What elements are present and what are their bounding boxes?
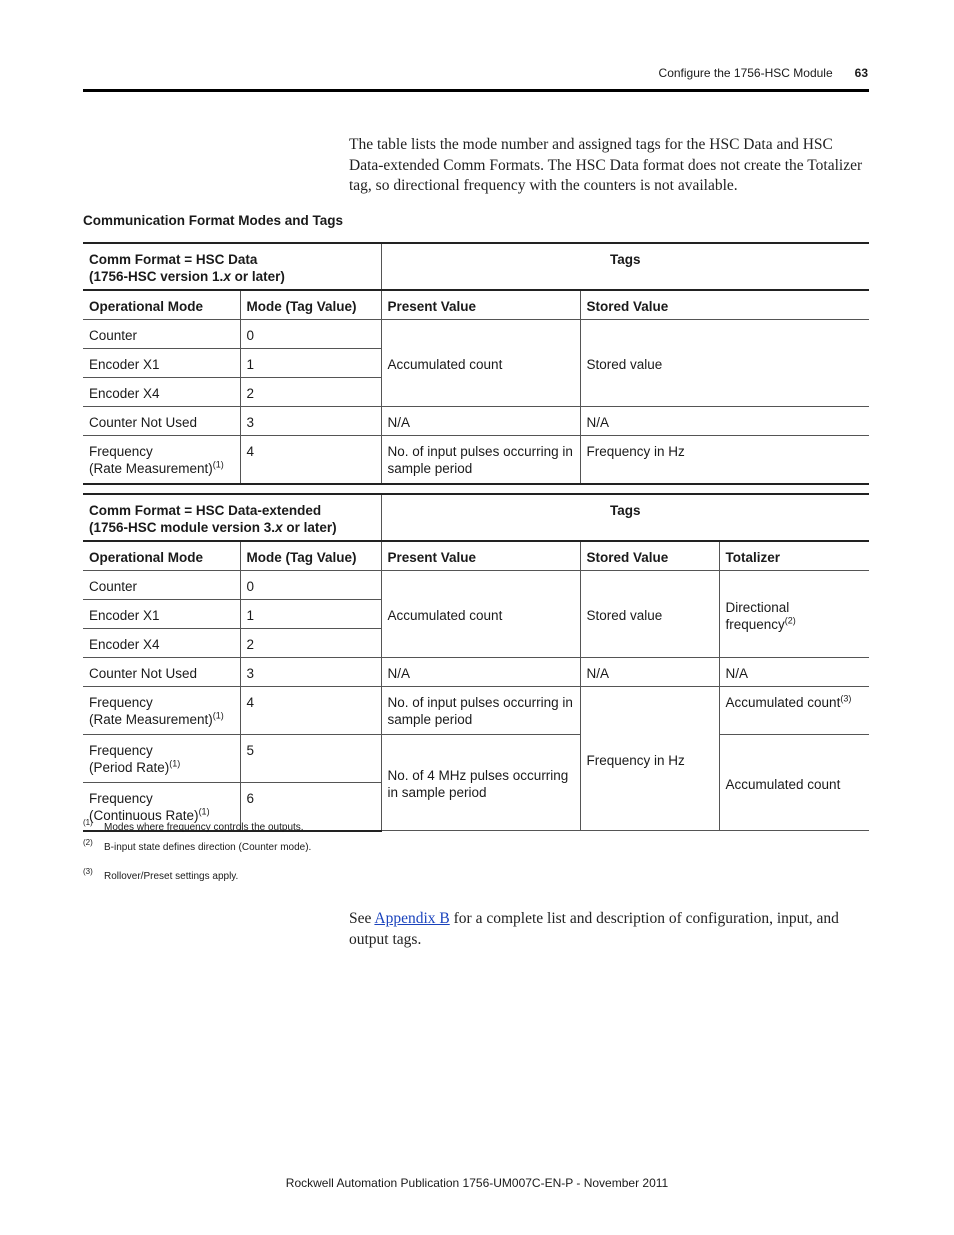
footnote-1: (1) Modes where frequency controls the outputs.: [83, 818, 304, 833]
running-header: [659, 66, 868, 80]
col-present-value: Present Value: [381, 290, 580, 320]
totalizer-accumulated: Accumulated count: [719, 735, 869, 831]
stored-frequency-hz: Frequency in Hz: [580, 687, 719, 831]
col-operational-mode: Operational Mode: [83, 290, 240, 320]
table-row: Counter 0 Accumulated count Stored value: [83, 320, 869, 349]
table-row: Counter Not Used 3 N/A N/A N/A: [83, 658, 869, 687]
table-row: Encoder X1 1: [83, 349, 869, 378]
header-rule: [83, 89, 869, 92]
col-mode-value: Mode (Tag Value): [240, 541, 381, 571]
hsc-data-extended-table: [83, 493, 869, 832]
col-present-value: Present Value: [381, 541, 580, 571]
appendix-b-link[interactable]: Appendix B: [374, 910, 450, 927]
totalizer-directional: Directional frequency$^{(2)}$: [719, 571, 869, 658]
present-4mhz-pulses: No. of 4 MHz pulses occurring in sample period: [381, 735, 580, 831]
table-row: Frequency (Rate Measurement)$^{(1)}$ 4 No. of input pulses occurring in sample period Frequency in Hz Accumulated count$^{(3)}$: [83, 687, 869, 735]
footnote-3: (3) Rollover/Preset settings apply.: [83, 867, 239, 882]
intro-paragraph: The table lists the mode number and assigned tags for the HSC Data and HSC Data-extended Comm Formats. The HSC Data format does not create the Totalizer tag, so directional frequency with the counters is not available.: [349, 136, 863, 194]
stored-value-cell: Stored value: [580, 320, 869, 407]
table-row: Frequency (Rate Measurement)$^{(1)}$ 4 No. of input pulses occurring in sample period Frequency in Hz: [83, 436, 869, 484]
outro-paragraph: See Appendix B for a complete list and description of configuration, input, and output tags.: [349, 910, 839, 948]
col-stored-value: Stored Value: [580, 290, 869, 320]
page-footer: Rockwell Automation Publication 1756-UM007C-EN-P - November 2011: [285, 1176, 669, 1190]
table-row: Encoder X4 2: [83, 629, 869, 658]
tags-header: Tags: [381, 243, 869, 290]
header-title: Configure the 1756-HSC Module: [658, 66, 833, 80]
table-row: Encoder X1 1: [83, 600, 869, 629]
table-row: Counter Not Used 3 N/A N/A: [83, 407, 869, 436]
present-accumulated: Accumulated count: [381, 320, 580, 407]
tags-header: Tags: [381, 494, 869, 541]
present-accumulated: Accumulated count: [381, 571, 580, 658]
comm-format-cell: Comm Format = HSC Data (1756-HSC version 1.x or later): [83, 243, 381, 290]
table-row: Frequency (Period Rate)$^{(1)}$ 5 No. of 4 MHz pulses occurring in sample period Accumulated count: [83, 735, 869, 783]
page-number: 63: [854, 66, 868, 80]
hsc-data-table: [83, 242, 869, 485]
table-row: Encoder X4 2: [83, 378, 869, 407]
stored-value-cell: Stored value: [580, 571, 719, 658]
col-mode-value: Mode (Tag Value): [240, 290, 381, 320]
footnote-2: (2) B-input state defines direction (Counter mode).: [83, 838, 312, 853]
col-totalizer: Totalizer: [719, 541, 869, 571]
col-stored-value: Stored Value: [580, 541, 719, 571]
table-row: Counter 0 Accumulated count Stored value Directional frequency$^{(2)}$: [83, 571, 869, 600]
table-row: Frequency (Continuous Rate)$^{(1)}$ 6: [83, 783, 869, 831]
table-caption: Communication Format Modes and Tags: [83, 213, 344, 228]
col-operational-mode: Operational Mode: [83, 541, 240, 571]
comm-format-cell: Comm Format = HSC Data-extended (1756-HSC module version 3.x or later): [83, 494, 381, 541]
